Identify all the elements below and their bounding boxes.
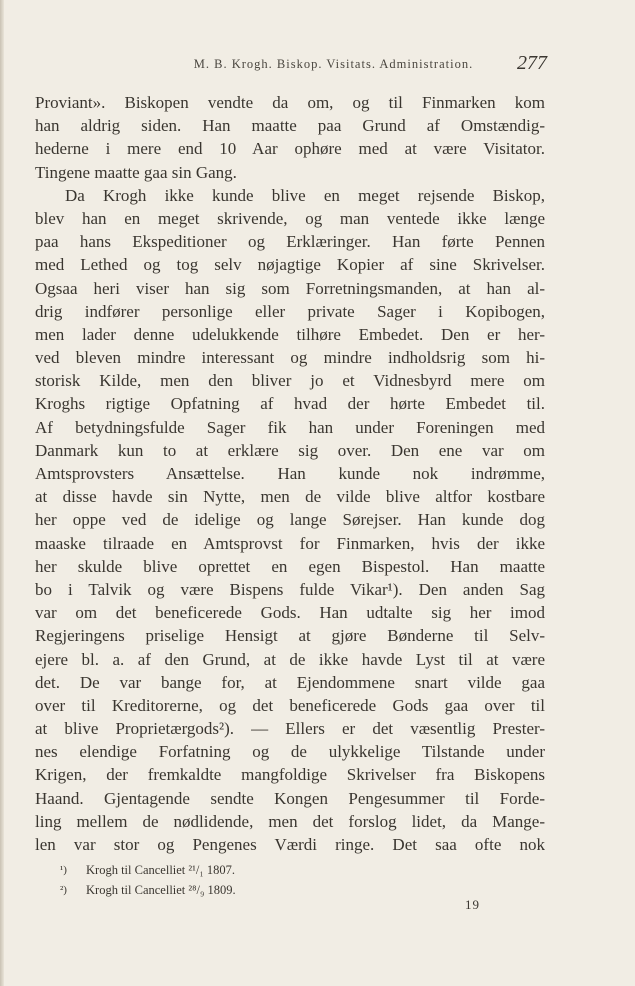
page-edge [0,0,4,986]
body-line: bo i Talvik og være Bispens fulde Vikar¹). Den anden Sag [35,579,545,599]
body-line: han aldrig siden. Han maatte paa Grund af Omstændig- [35,116,545,136]
body-line: Af betydningsfulde Sager fik han under Foreningen med [35,417,545,437]
body-line: maaske tilraade en Amtsprovst for Finmarken, hvis der ikke [35,533,545,553]
running-header: M. B. Krogh. Biskop. Visitats. Administration. [193,57,474,71]
footnote-text: Krogh til Cancelliet ²⁸/₉ 1809. [86,883,236,897]
body-text [35,91,545,856]
body-line: blev han en meget skrivende, og man ventede ikke længe [35,208,545,228]
footnote-text: Krogh til Cancelliet ²¹/₁ 1807. [86,863,235,877]
footnotes [60,860,540,900]
body-line: Kroghs rigtige Opfatning af hvad der hørte Embedet til. [35,394,545,414]
body-line: her oppe ved de idelige og lange Sørejser. Han kunde dog [35,510,545,530]
body-line: Proviant». Biskopen vendte da om, og til Finmarken kom [35,93,545,112]
body-line: men lader denne udelukkende tilhøre Embedet. Den er her- [35,324,545,344]
page-number: 277 [517,52,547,74]
body-line: med Lethed og tog selv nøjagtige Kopier af sine Skrivelser. [35,255,545,275]
body-line: Amtsprovsters Ansættelse. Han kunde nok indrømme, [35,464,545,483]
body-line: Regjeringens priselige Hensigt at gjøre Bønderne til Selv- [35,626,545,646]
body-line: Haand. Gjentagende sendte Kongen Pengesummer til Forde- [35,788,545,808]
body-line: at disse havde sin Nytte, men de vilde blive altfor kostbare [35,487,545,507]
body-line: paa hans Ekspeditioner og Erklæringer. Han førte Pennen [35,232,545,252]
body-line: hederne i mere end 10 Aar ophøre med at være Visitator. [35,139,545,159]
body-line: ejere bl. a. af den Grund, at de ikke havde Lyst til at være [35,649,545,669]
body-line: det. De var bange for, at Ejendommene snart vilde gaa [35,672,545,692]
body-line: storisk Kilde, men den bliver jo et Vidnesbyrd mere om [35,371,545,391]
body-line: her skulde blive oprettet en egen Bispestol. Han maatte [35,556,545,576]
footnote-mark: ¹) [60,864,67,876]
body-line: Ogsaa heri viser han sig som Forretningsmanden, at han al- [35,278,545,298]
body-line: at blive Proprietærgods²). — Ellers er det væsentlig Prester- [35,719,545,739]
body-line: Da Krogh ikke kunde blive en meget rejsende Biskop, [65,185,545,205]
body-line: ved bleven mindre interessant og mindre indholdsrig som hi- [35,348,545,368]
body-line: Danmark kun to at erklære sig over. Den ene var om [35,440,545,460]
body-line: len var stor og Pengenes Værdi ringe. Det saa ofte nok [35,835,545,854]
body-line: Tingene maatte gaa sin Gang. [35,162,237,182]
body-line: over til Kreditorerne, og det beneficerede Gods gaa over til [35,695,545,715]
body-line: Krigen, der fremkaldte mangfoldige Skrivelser fra Biskopens [35,765,545,785]
body-line: nes elendige Forfatning og de ulykkelige Tilstande under [35,742,545,762]
footnote [60,860,540,880]
signature-mark: 19 [465,897,480,912]
footnote-mark: ²) [60,884,67,896]
body-line: drig indfører personlige eller private Sager i Kopibogen, [35,301,545,321]
body-line: ling mellem de nødlidende, men det forslog lidet, da Mange- [35,811,545,831]
body-line: var om det beneficerede Gods. Han udtalte sig her imod [35,603,545,623]
